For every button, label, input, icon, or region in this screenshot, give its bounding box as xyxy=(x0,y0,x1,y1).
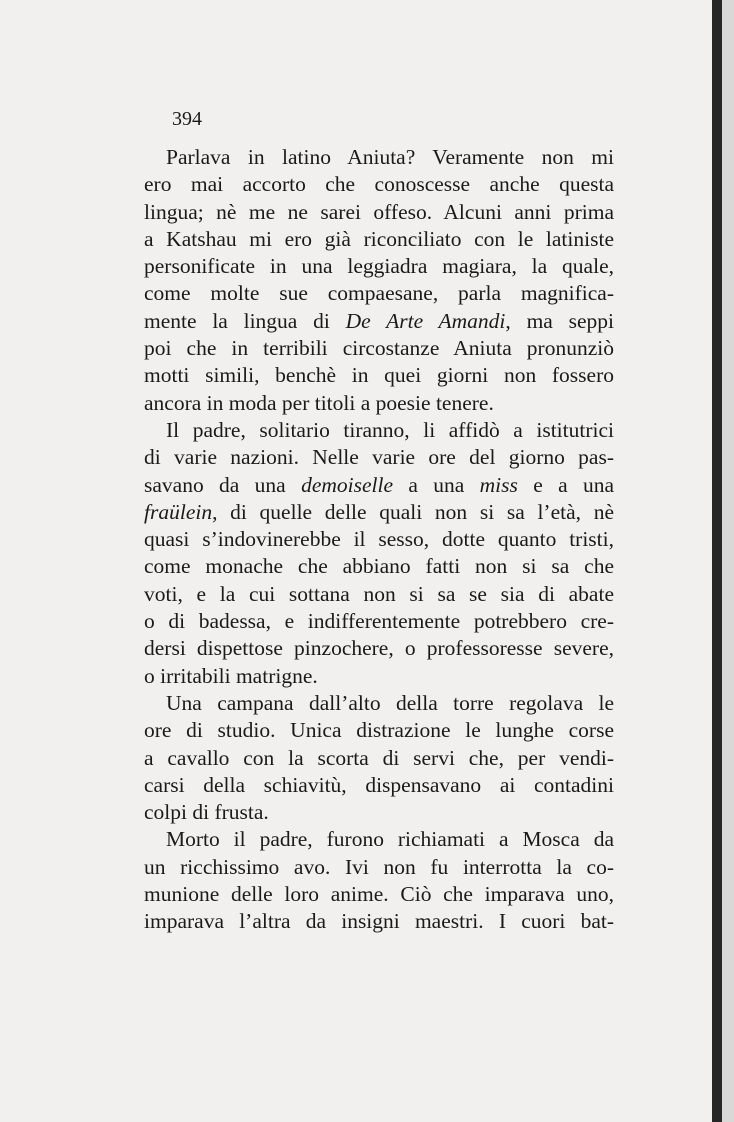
text-segment: o di badessa, e indifferentemente potrebbero cre- xyxy=(144,609,614,634)
text-line xyxy=(144,526,614,553)
text-segment: Il padre, solitario tiranno, li affidò a istitutrici xyxy=(166,417,614,442)
text-segment: savano da una xyxy=(144,472,302,497)
text-segment: ore di studio. Unica distrazione le lunghe corse xyxy=(144,718,614,743)
text-line xyxy=(144,608,614,635)
text-segment: voti, e la cui sottana non si sa se sia di abate xyxy=(144,581,614,606)
text-segment: motti simili, benchè in quei giorni non fossero xyxy=(144,363,614,388)
text-segment: Morto il padre, furono richiamati a Mosca da xyxy=(166,827,614,852)
text-segment: a cavallo con la scorta di servi che, per vendi- xyxy=(144,745,614,770)
text-line xyxy=(144,472,614,499)
text-segment: e a una xyxy=(517,472,614,497)
text-line xyxy=(144,635,614,662)
text-segment: di varie nazioni. Nelle varie ore del giorno pas- xyxy=(144,445,614,470)
text-segment: o irritabili matrigne. xyxy=(144,663,318,688)
italic-text: demoiselle xyxy=(301,472,394,497)
text-segment: lingua; nè me ne sarei offeso. Alcuni anni prima xyxy=(144,199,614,224)
text-line xyxy=(144,908,614,935)
facing-page-edge xyxy=(722,0,734,1122)
text-line xyxy=(144,745,614,772)
text-line xyxy=(144,335,614,362)
text-line xyxy=(144,663,614,690)
text-segment: come monache che abbiano fatti non si sa che xyxy=(144,554,614,579)
text-segment: un ricchissimo avo. Ivi non fu interrotta la co- xyxy=(144,854,614,879)
text-segment: mente la lingua di xyxy=(144,308,346,333)
text-line xyxy=(144,308,614,335)
text-segment: Una campana dall’alto della torre regolava le xyxy=(166,690,614,715)
text-line xyxy=(144,581,614,608)
text-segment: Parlava in latino Aniuta? Veramente non mi xyxy=(166,145,614,169)
body-text xyxy=(144,144,614,936)
text-segment: ancora in moda per titoli a poesie tenere. xyxy=(144,390,494,415)
text-segment: quasi s’indovinerebbe il sesso, dotte quanto tristi, xyxy=(144,527,614,552)
text-line xyxy=(144,226,614,253)
page-gutter xyxy=(712,0,722,1122)
page-number: 394 xyxy=(172,108,202,130)
text-segment: dersi dispettose pinzochere, o professoresse severe, xyxy=(144,636,614,661)
text-segment: a una xyxy=(393,472,480,497)
text-line xyxy=(144,772,614,799)
text-line xyxy=(144,444,614,471)
text-segment: personificate in una leggiadra magiara, la quale, xyxy=(144,254,614,279)
text-line xyxy=(144,826,614,853)
text-line xyxy=(144,553,614,580)
text-line xyxy=(144,362,614,389)
text-segment: munione delle loro anime. Ciò che imparava uno, xyxy=(144,882,614,907)
text-segment: ero mai accorto che conoscesse anche questa xyxy=(144,172,614,197)
text-segment: , ma seppi xyxy=(505,308,614,333)
text-segment: colpi di frusta. xyxy=(144,800,269,825)
text-segment: , di quelle delle quali non si sa l’età, nè xyxy=(212,499,614,524)
text-segment: poi che in terribili circostanze Aniuta pronunziò xyxy=(144,336,614,361)
text-line xyxy=(144,690,614,717)
text-line xyxy=(144,499,614,526)
text-line xyxy=(144,253,614,280)
text-segment: imparava l’altra da insigni maestri. I cuori bat- xyxy=(144,909,614,934)
text-line xyxy=(144,881,614,908)
text-line xyxy=(144,280,614,307)
text-line xyxy=(144,854,614,881)
text-line xyxy=(144,171,614,198)
text-segment: a Katshau mi ero già riconciliato con le latiniste xyxy=(144,226,614,251)
text-segment: carsi della schiavitù, dispensavano ai contadini xyxy=(144,772,614,797)
text-line xyxy=(144,799,614,826)
text-line xyxy=(144,417,614,444)
text-line xyxy=(144,390,614,417)
text-line xyxy=(144,199,614,226)
text-segment: come molte sue compaesane, parla magnifica- xyxy=(144,281,614,306)
italic-text: miss xyxy=(479,472,518,497)
text-line xyxy=(144,144,614,171)
italic-text: fraülein xyxy=(144,499,213,524)
italic-text: De Arte Amandi xyxy=(345,308,506,333)
text-line xyxy=(144,717,614,744)
